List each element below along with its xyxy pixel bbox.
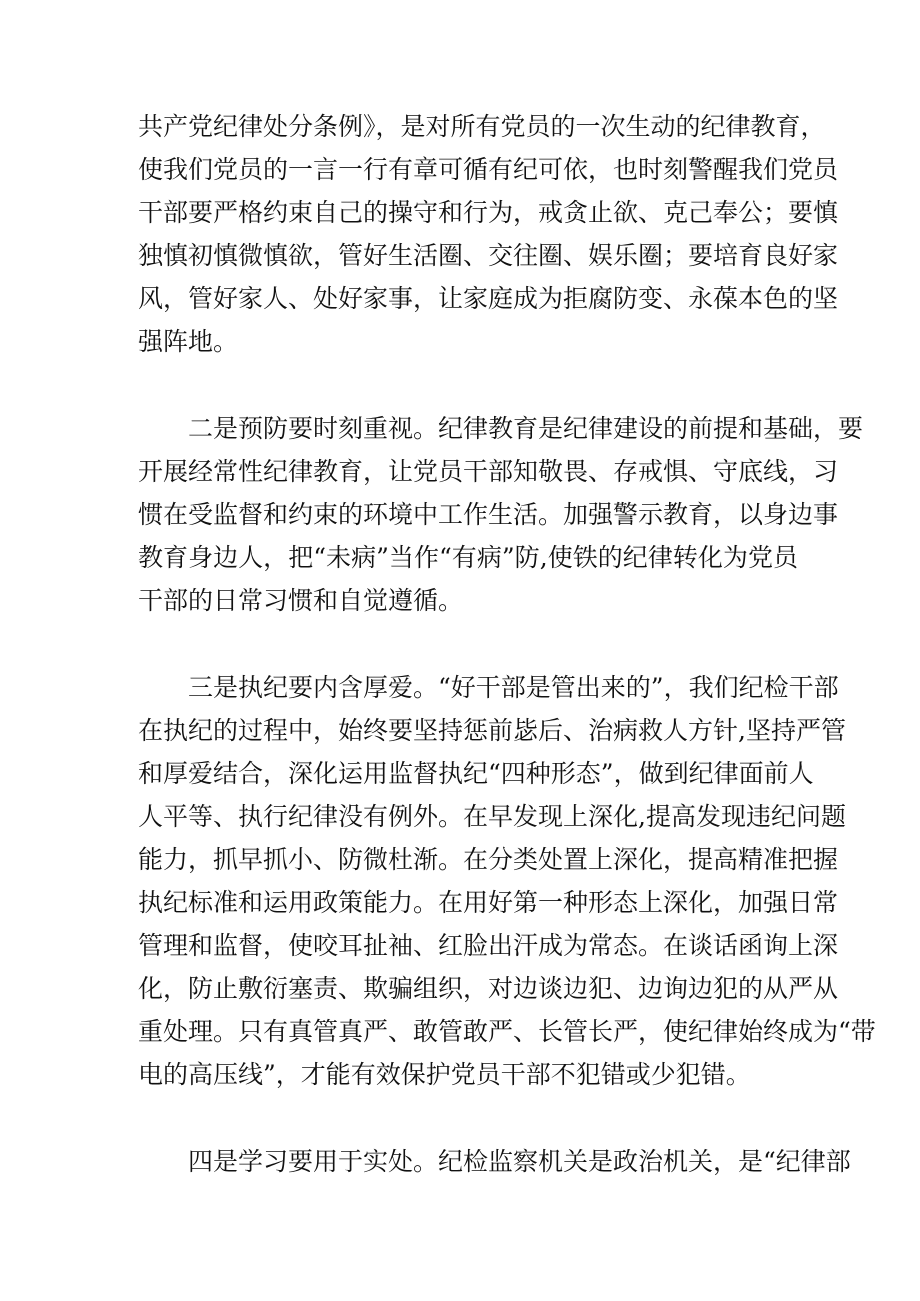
paragraph-2	[138, 407, 864, 622]
text-line: 在执纪的过程中，始终要坚持惩前毖后、治病救人方针,坚持严管	[138, 716, 846, 745]
text-line: 三是执纪要内含厚爱。“好干部是管出来的”，我们纪检干部	[138, 673, 839, 702]
text-line: 能力，抓早抓小、防微杜渐。在分类处置上深化，提高精准把握	[138, 845, 839, 874]
paragraph-3	[138, 666, 876, 1096]
text-line: 共产党纪律处分条例》，是对所有党员的一次生动的纪律教育，	[138, 112, 826, 141]
paragraph-1	[138, 105, 839, 363]
text-line: 重处理。只有真管真严、敢管敢严、长管长严，使纪律始终成为“带	[138, 1017, 876, 1046]
text-line: 独慎初慎微慎欲，管好生活圈、交往圈、娱乐圈；要培育良好家	[138, 241, 839, 270]
text-line: 二是预防要时刻重视。纪律教育是纪律建设的前提和基础，要	[138, 414, 864, 443]
paragraph-4	[138, 1140, 851, 1183]
text-line: 强阵地。	[138, 327, 239, 356]
text-line: 四是学习要用于实处。纪检监察机关是政治机关，是“纪律部	[138, 1147, 851, 1176]
text-line: 电的高压线”，才能有效保护党员干部不犯错或少犯错。	[138, 1060, 751, 1089]
text-line: 化，防止敷衍塞责、欺骗组织，对边谈边犯、边询边犯的从严从	[138, 974, 839, 1003]
text-line: 风，管好家人、处好家事，让家庭成为拒腐防变、永葆本色的坚	[138, 284, 839, 313]
text-line: 开展经常性纪律教育，让党员干部知敬畏、存戒惧、守底线，习	[138, 457, 839, 486]
text-line: 教育身边人，把“未病”当作“有病”防,使铁的纪律转化为党员	[138, 543, 798, 572]
text-line: 人平等、执行纪律没有例外。在早发现上深化,提高发现违纪问题	[138, 802, 846, 831]
text-line: 使我们党员的一言一行有章可循有纪可依，也时刻警醒我们党员	[138, 155, 839, 184]
text-line: 执纪标准和运用政策能力。在用好第一种形态上深化，加强日常	[138, 888, 839, 917]
text-line: 管理和监督，使咬耳扯袖、红脸出汗成为常态。在谈话函询上深	[138, 931, 839, 960]
text-line: 干部要严格约束自己的操守和行为，戒贪止欲、克己奉公；要慎	[138, 198, 839, 227]
text-line: 和厚爱结合，深化运用监督执纪“四种形态”，做到纪律面前人	[138, 759, 814, 788]
text-line: 干部的日常习惯和自觉遵循。	[138, 586, 464, 615]
text-line: 惯在受监督和约束的环境中工作生活。加强警示教育，以身边事	[138, 500, 839, 529]
